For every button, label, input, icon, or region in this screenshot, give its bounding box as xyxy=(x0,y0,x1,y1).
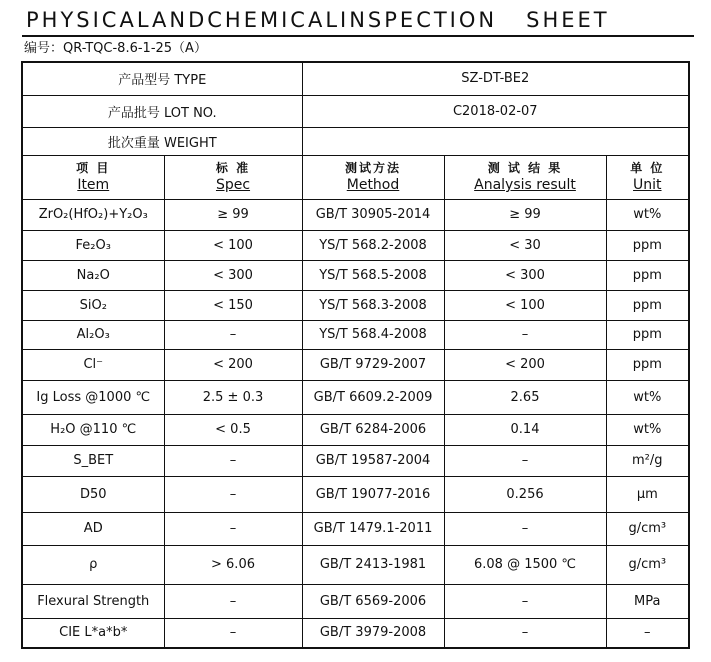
item-cell: D50 xyxy=(22,476,164,512)
item-cell: Ig Loss @1000 ℃ xyxy=(22,380,164,414)
table-row xyxy=(22,230,689,260)
unit-cell: ppm xyxy=(606,349,689,380)
unit-cell: µm xyxy=(606,476,689,512)
method-cell: GB/T 2413-1981 xyxy=(302,545,444,584)
col-header-en: Item xyxy=(77,177,110,193)
table-row xyxy=(22,618,689,648)
column-header-row xyxy=(22,155,689,199)
method-cell: GB/T 19077-2016 xyxy=(302,476,444,512)
table-row xyxy=(22,320,689,349)
col-header-result xyxy=(444,155,606,199)
inspection-table xyxy=(21,61,690,649)
col-header-method xyxy=(302,155,444,199)
type-value: SZ-DT-BE2 xyxy=(302,62,689,95)
item-cell: SiO₂ xyxy=(22,290,164,320)
result-cell: < 100 xyxy=(444,290,606,320)
method-cell: YS/T 568.4-2008 xyxy=(302,320,444,349)
col-header-cn: 项 目 xyxy=(76,161,111,175)
table-row xyxy=(22,476,689,512)
table-row xyxy=(22,349,689,380)
col-header-cn: 测 试 结 果 xyxy=(487,161,563,175)
item-cell: Al₂O₃ xyxy=(22,320,164,349)
col-header-unit xyxy=(606,155,689,199)
spec-cell: – xyxy=(164,476,302,512)
unit-cell: wt% xyxy=(606,380,689,414)
weight-value xyxy=(302,127,689,155)
type-label: 产品型号 TYPE xyxy=(22,62,302,95)
table-row xyxy=(22,545,689,584)
lot-row xyxy=(22,95,689,127)
item-cell: CIE L*a*b* xyxy=(22,618,164,648)
item-cell: ρ xyxy=(22,545,164,584)
spec-cell: – xyxy=(164,512,302,545)
unit-cell: MPa xyxy=(606,584,689,618)
method-cell: GB/T 3979-2008 xyxy=(302,618,444,648)
spec-cell: > 6.06 xyxy=(164,545,302,584)
unit-cell: g/cm³ xyxy=(606,512,689,545)
unit-cell: g/cm³ xyxy=(606,545,689,584)
spec-cell: < 0.5 xyxy=(164,414,302,445)
col-header-cn: 单 位 xyxy=(630,161,665,175)
lot-value: C2018-02-07 xyxy=(302,95,689,127)
table-row xyxy=(22,380,689,414)
spec-cell: < 200 xyxy=(164,349,302,380)
item-cell: AD xyxy=(22,512,164,545)
spec-cell: – xyxy=(164,445,302,476)
unit-cell: ppm xyxy=(606,260,689,290)
item-cell: ZrO₂(HfO₂)+Y₂O₃ xyxy=(22,199,164,230)
spec-cell: < 150 xyxy=(164,290,302,320)
method-cell: YS/T 568.5-2008 xyxy=(302,260,444,290)
result-cell: < 30 xyxy=(444,230,606,260)
table-row xyxy=(22,260,689,290)
col-header-en: Analysis result xyxy=(474,177,576,193)
weight-row xyxy=(22,127,689,155)
method-cell: GB/T 1479.1-2011 xyxy=(302,512,444,545)
table-row xyxy=(22,199,689,230)
method-cell: GB/T 9729-2007 xyxy=(302,349,444,380)
col-header-en: Unit xyxy=(633,177,662,193)
spec-cell: – xyxy=(164,320,302,349)
item-cell: Na₂O xyxy=(22,260,164,290)
unit-cell: – xyxy=(606,618,689,648)
col-header-en: Method xyxy=(346,177,400,193)
result-cell: 2.65 xyxy=(444,380,606,414)
unit-cell: ppm xyxy=(606,230,689,260)
unit-cell: ppm xyxy=(606,320,689,349)
method-cell: GB/T 6609.2-2009 xyxy=(302,380,444,414)
table-row xyxy=(22,584,689,618)
unit-cell: wt% xyxy=(606,414,689,445)
result-cell: < 300 xyxy=(444,260,606,290)
col-header-item xyxy=(22,155,164,199)
spec-cell: < 300 xyxy=(164,260,302,290)
table-row xyxy=(22,290,689,320)
unit-cell: wt% xyxy=(606,199,689,230)
table-row xyxy=(22,445,689,476)
result-cell: 0.14 xyxy=(444,414,606,445)
item-cell: Fe₂O₃ xyxy=(22,230,164,260)
spec-cell: 2.5 ± 0.3 xyxy=(164,380,302,414)
result-cell: 6.08 @ 1500 ℃ xyxy=(444,545,606,584)
col-header-cn: 标 准 xyxy=(215,161,251,175)
result-cell: < 200 xyxy=(444,349,606,380)
item-cell: H₂O @110 ℃ xyxy=(22,414,164,445)
result-cell: 0.256 xyxy=(444,476,606,512)
title-underline xyxy=(22,35,694,37)
method-cell: YS/T 568.2-2008 xyxy=(302,230,444,260)
col-header-cn: 测试方法 xyxy=(345,161,402,175)
item-cell: S_BET xyxy=(22,445,164,476)
table-row xyxy=(22,512,689,545)
lot-label: 产品批号 LOT NO. xyxy=(22,95,302,127)
result-cell: – xyxy=(444,445,606,476)
weight-label: 批次重量 WEIGHT xyxy=(22,127,302,155)
spec-cell: < 100 xyxy=(164,230,302,260)
unit-cell: ppm xyxy=(606,290,689,320)
sheet-title: PHYSICALANDCHEMICALINSPECTION SHEET xyxy=(26,8,610,32)
method-cell: GB/T 6569-2006 xyxy=(302,584,444,618)
spec-cell: – xyxy=(164,584,302,618)
unit-cell: m²/g xyxy=(606,445,689,476)
document-code: 编号：QR-TQC-8.6-1-25（A） xyxy=(24,41,207,56)
spec-cell: – xyxy=(164,618,302,648)
method-cell: GB/T 30905-2014 xyxy=(302,199,444,230)
result-cell: – xyxy=(444,512,606,545)
result-cell: – xyxy=(444,618,606,648)
item-cell: Flexural Strength xyxy=(22,584,164,618)
method-cell: GB/T 19587-2004 xyxy=(302,445,444,476)
table-row xyxy=(22,414,689,445)
method-cell: YS/T 568.3-2008 xyxy=(302,290,444,320)
col-header-en: Spec xyxy=(215,177,251,193)
col-header-spec xyxy=(164,155,302,199)
result-cell: ≥ 99 xyxy=(444,199,606,230)
method-cell: GB/T 6284-2006 xyxy=(302,414,444,445)
result-cell: – xyxy=(444,320,606,349)
result-cell: – xyxy=(444,584,606,618)
type-row xyxy=(22,62,689,95)
item-cell: Cl⁻ xyxy=(22,349,164,380)
spec-cell: ≥ 99 xyxy=(164,199,302,230)
